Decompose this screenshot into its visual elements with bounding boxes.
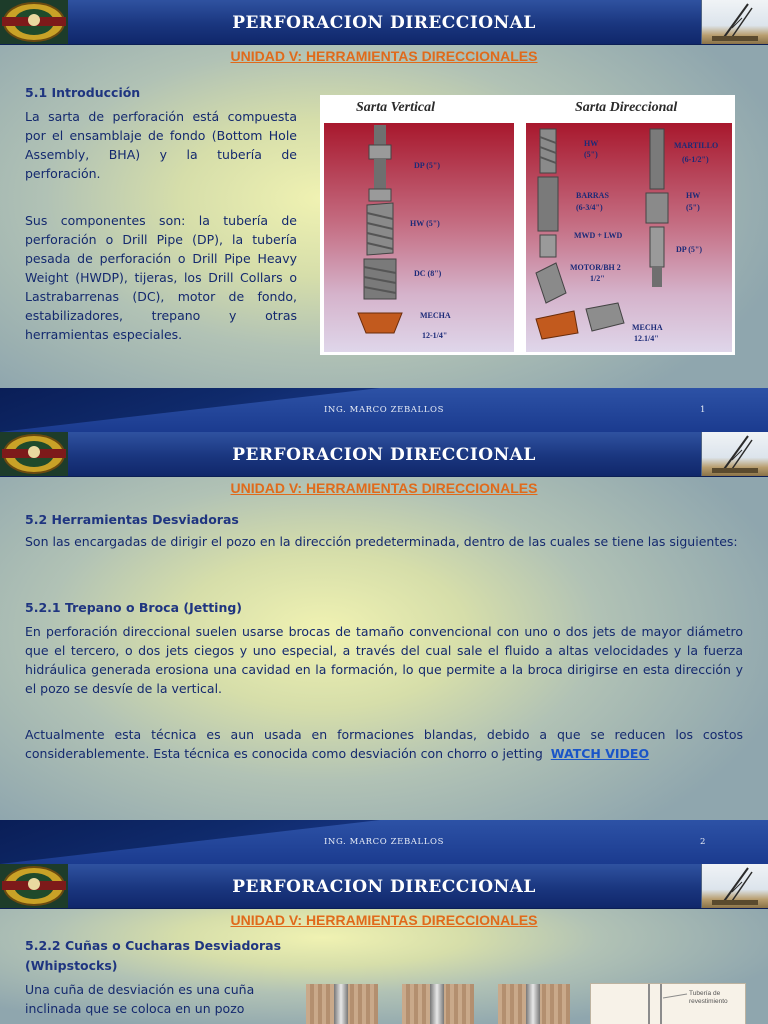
figure-label: MARTILLO xyxy=(674,141,719,150)
slide-header xyxy=(0,432,768,477)
drilling-rig-photo xyxy=(701,432,768,476)
page-number: 2 xyxy=(700,837,706,847)
whipstock-illustration xyxy=(498,984,570,1024)
section-heading: 5.2.2 Cuñas o Cucharas Desviadoras xyxy=(25,938,282,953)
casing-label xyxy=(689,990,728,1006)
figure-label: BARRAS xyxy=(576,191,609,200)
figure-label: MECHA xyxy=(420,311,451,320)
unit-title: UNIDAD V: HERRAMIENTAS DIRECCIONALES xyxy=(230,48,538,64)
figure-label: (6-1/2") xyxy=(682,155,709,164)
section-heading: 5.1 Introducción xyxy=(25,85,141,100)
paragraph xyxy=(25,725,743,763)
figure-title-directional: Sarta Direccional xyxy=(575,100,678,115)
unit-title: UNIDAD V: HERRAMIENTAS DIRECCIONALES xyxy=(230,912,538,928)
vertical-string-panel xyxy=(324,123,514,352)
drill-string-figure xyxy=(320,95,735,355)
paragraph-text: Actualmente esta técnica es aun usada en formaciones blandas, debido a que se reducen los costos considerablemente. Esta técnica es conocida como desviación con chorro o jetting xyxy=(25,727,743,761)
wellbore xyxy=(526,984,540,1024)
section-heading: 5.2 Herramientas Desviadoras xyxy=(25,512,239,527)
page-number: 1 xyxy=(700,405,706,415)
casing-diagram xyxy=(590,983,746,1024)
slide-3 xyxy=(0,864,768,1024)
figure-label: (5") xyxy=(686,203,700,212)
figure-label: HW (5") xyxy=(410,219,440,228)
drilling-rig-icon xyxy=(702,0,768,44)
paragraph: Son las encargadas de dirigir el pozo en la dirección predeterminada, dentro de las cuales se tiene las siguientes: xyxy=(25,534,738,549)
slide-1 xyxy=(0,0,768,432)
whipstock-illustration xyxy=(402,984,474,1024)
page-title: PERFORACION DIRECCIONAL xyxy=(232,13,536,33)
section-heading-cont: (Whipstocks) xyxy=(25,958,118,973)
figure-title-vertical: Sarta Vertical xyxy=(356,100,435,115)
paragraph: La sarta de perforación está compuesta por el ensamblaje de fondo (Bottom Hole Assembly, BHA) y la tubería de perforación. xyxy=(25,109,297,181)
vertical-string-drawing xyxy=(324,123,514,352)
figure-label: DP (5") xyxy=(414,161,440,170)
slide-footer xyxy=(0,820,768,864)
slide-2 xyxy=(0,432,768,864)
drilling-rig-icon xyxy=(702,864,768,908)
footer-author: ING. MARCO ZEBALLOS xyxy=(323,405,445,415)
figure-label: 12-1/4" xyxy=(422,331,448,340)
figure-label: MECHA xyxy=(632,323,663,332)
wellbore xyxy=(334,984,348,1024)
casing-label-line: revestimiento xyxy=(689,998,728,1005)
slide-header xyxy=(0,0,768,45)
footer-author: ING. MARCO ZEBALLOS xyxy=(323,837,445,847)
slide-header xyxy=(0,864,768,909)
drilling-rig-icon xyxy=(702,432,768,476)
paragraph-line: Una cuña de desviación es una cuña xyxy=(25,982,255,997)
unit-title: UNIDAD V: HERRAMIENTAS DIRECCIONALES xyxy=(230,480,538,496)
figure-label: MWD + LWD xyxy=(574,231,623,240)
whipstock-illustration xyxy=(306,984,378,1024)
watch-video-link[interactable]: WATCH VIDEO xyxy=(550,746,650,761)
figure-label: DP (5") xyxy=(676,245,702,254)
paragraph: En perforación direccional suelen usarse brocas de tamaño convencional con uno o dos jets de mayor diámetro que el tercero, o dos jets ciegos y uno especial, a través del cual sale el fluido a altas velocidades y la fuerza hidráulica generada erosiona una cavidad en la formación, lo que permite a la broca dirigirse en esta dirección y el pozo se desvíe de la vertical. xyxy=(25,624,743,696)
figure-label: (5") xyxy=(584,150,598,159)
page-title: PERFORACION DIRECCIONAL xyxy=(232,877,536,897)
drilling-rig-photo xyxy=(701,0,768,44)
subsection-heading: 5.2.1 Trepano o Broca (Jetting) xyxy=(25,600,243,615)
figure-label: MOTOR/BH 2 xyxy=(570,263,621,272)
figure-label: HW xyxy=(584,139,599,148)
wellbore xyxy=(430,984,444,1024)
figure-label: 12.1/4" xyxy=(634,334,659,343)
paragraph-line: inclinada que se coloca en un pozo xyxy=(25,1001,245,1016)
figure-label: DC (8") xyxy=(414,269,442,278)
figure-label: HW xyxy=(686,191,701,200)
figure-label: 1/2" xyxy=(590,274,605,283)
directional-string-panel xyxy=(526,123,732,352)
page-title: PERFORACION DIRECCIONAL xyxy=(232,445,536,465)
figure-label: (6-3/4") xyxy=(576,203,603,212)
drilling-rig-photo xyxy=(701,864,768,908)
paragraph: Sus componentes son: la tubería de perforación o Drill Pipe (DP), la tubería pesada de perforación o Drill Pipe Heavy Weight (HWDP), tijeras, los Drill Collars o Lastrabarrenas (DC), motor de fondo, estabilizadores, trepano y otras herramientas especiales. xyxy=(25,213,297,342)
casing-label-line: Tubería de xyxy=(689,990,721,997)
slide-footer xyxy=(0,388,768,432)
